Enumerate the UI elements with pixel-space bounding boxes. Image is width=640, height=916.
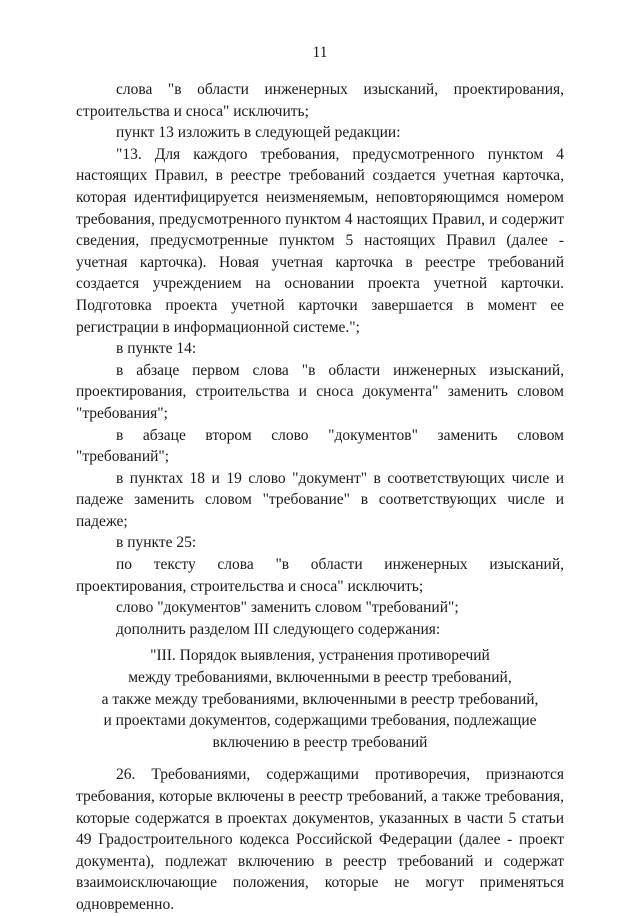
section-heading-line: включению в реестр требований: [212, 733, 428, 751]
document-body: [76, 79, 564, 916]
page-number: 11: [312, 44, 328, 61]
paragraph-item-26: 26. Требованиями, содержащими противоречия, признаются требования, которые включены в реестр требований, а также требования, которые содержатся в проектах документов, указанных в части 5 статьи 49 Градостроительного кодекса Российской Федерации (далее - проект документа), подлежат включению в реестр требований и содержат взаимоисключающие положения, которые не могут применяться одновременно.: [76, 766, 564, 913]
section-heading-line: а также между требованиями, включенными в реестр требований,: [101, 690, 539, 708]
paragraph-item-13-intro: пункт 13 изложить в следующей редакции:: [116, 124, 401, 142]
paragraph-item-14-first: в абзаце первом слова "в области инженерных изысканий, проектирования, строительства и сноса документа" заменить словом "требования";: [76, 361, 564, 422]
paragraph-item-25-exclude: по тексту слова "в области инженерных изысканий, проектирования, строительства и сноса" исключить;: [76, 556, 564, 595]
paragraph-add-section: дополнить разделом III следующего содержания:: [116, 620, 441, 638]
paragraph-item-14-intro: в пункте 14:: [116, 340, 197, 358]
paragraph-item-14-second: в абзаце втором слово "документов" заменить словом "требований";: [76, 426, 564, 466]
paragraph-item-13-text: "13. Для каждого требования, предусмотренного пунктом 4 настоящих Правил, в реестре требований создается учетная карточка, которая идентифицируется неизменяемым, неповторяющимся номером требования, предусмотренного пунктом 4 настоящих Правил, и содержит сведения, предусмотренные пунктом 5 настоящих Правил (далее - учетная карточка). Новая учетная карточка в реестре требований создается учреждением на основании проекта учетной карточки. Подготовка проекта учетной карточки завершается в момент ее регистрации в информационной системе.";: [76, 145, 564, 336]
paragraph-exclude-words: слова "в области инженерных изысканий, проектирования, строительства и сноса" исключить;: [76, 81, 564, 120]
section-heading-line: между требованиями, включенными в реестр требований,: [128, 669, 512, 687]
paragraph-item-25-replace: слово "документов" заменить словом "требований";: [116, 599, 459, 617]
paragraph-item-25-intro: в пункте 25:: [116, 534, 197, 552]
section-heading-line: "III. Порядок выявления, устранения противоречий: [150, 647, 490, 665]
section-heading: [76, 645, 564, 753]
section-heading-line: и проектами документов, содержащими требования, подлежащие: [103, 712, 537, 730]
paragraph-items-18-19: в пунктах 18 и 19 слово "документ" в соответствующих числе и падеже заменить словом "требование" в соответствующих числе и падеже;: [76, 469, 564, 530]
